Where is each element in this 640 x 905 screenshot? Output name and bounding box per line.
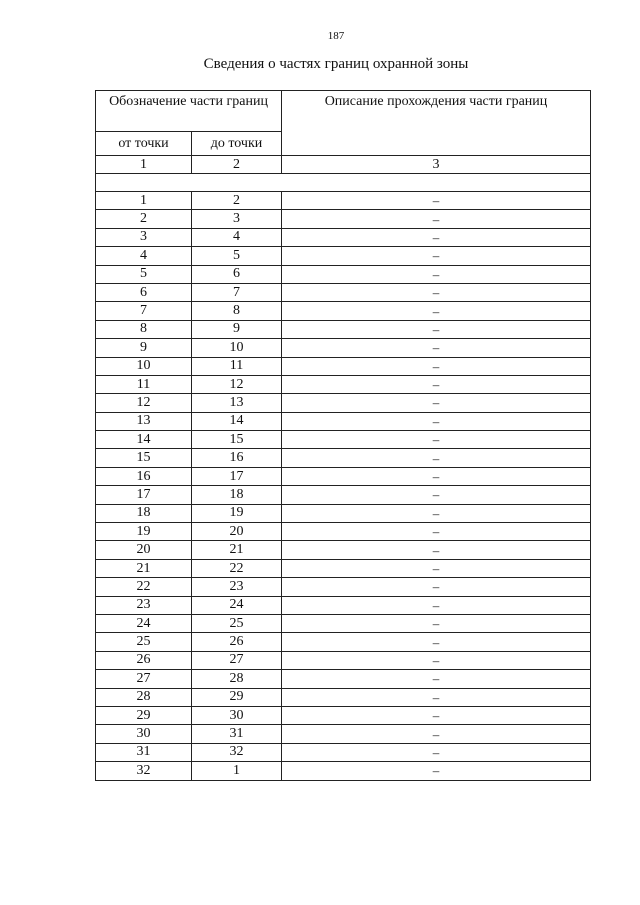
to-point-cell: 17 [192,467,282,485]
from-point-cell: 28 [96,688,192,706]
from-point-cell: 18 [96,504,192,522]
section-separator-cell [96,174,591,192]
from-point-cell: 24 [96,614,192,632]
to-point-cell: 12 [192,375,282,393]
table-row [96,210,591,228]
to-point-cell: 20 [192,523,282,541]
description-cell: – [282,688,591,706]
from-point-cell: 16 [96,467,192,485]
from-point-cell: 5 [96,265,192,283]
from-point-cell: 26 [96,651,192,669]
to-point-cell: 8 [192,302,282,320]
column-number: 3 [282,156,591,174]
table-row [96,302,591,320]
from-point-cell: 11 [96,375,192,393]
table-row [96,725,591,743]
table-row [96,431,591,449]
description-cell: – [282,541,591,559]
description-cell: – [282,523,591,541]
from-point-header: от точки [96,132,192,156]
from-point-cell: 10 [96,357,192,375]
table-row [96,394,591,412]
to-point-cell: 7 [192,283,282,301]
to-point-cell: 32 [192,743,282,761]
to-point-cell: 13 [192,394,282,412]
from-point-cell: 19 [96,523,192,541]
table-row [96,523,591,541]
table-row [96,614,591,632]
description-cell: – [282,633,591,651]
table-row [96,670,591,688]
from-point-cell: 14 [96,431,192,449]
to-point-cell: 22 [192,559,282,577]
from-point-cell: 21 [96,559,192,577]
description-cell: – [282,357,591,375]
table-row [96,357,591,375]
table-row [96,283,591,301]
table-row [96,449,591,467]
description-cell: – [282,670,591,688]
from-point-cell: 31 [96,743,192,761]
table-row [96,596,591,614]
description-cell: – [282,394,591,412]
table-row [96,320,591,338]
from-point-cell: 9 [96,339,192,357]
table-row [96,375,591,393]
to-point-cell: 29 [192,688,282,706]
description-cell: – [282,375,591,393]
column-number: 1 [96,156,192,174]
description-cell: – [282,265,591,283]
to-point-cell: 18 [192,486,282,504]
description-cell: – [282,247,591,265]
table-row [96,412,591,430]
to-point-cell: 28 [192,670,282,688]
to-point-cell: 1 [192,762,282,780]
description-cell: – [282,725,591,743]
table-row [96,559,591,577]
to-point-cell: 14 [192,412,282,430]
from-point-cell: 4 [96,247,192,265]
from-point-cell: 25 [96,633,192,651]
table-row [96,228,591,246]
description-cell: – [282,486,591,504]
description-cell: – [282,559,591,577]
table-row [96,247,591,265]
description-cell: – [282,302,591,320]
description-cell: – [282,578,591,596]
to-point-cell: 27 [192,651,282,669]
description-cell: – [282,596,591,614]
to-point-cell: 3 [192,210,282,228]
description-cell: – [282,651,591,669]
description-cell: – [282,706,591,724]
description-cell: – [282,192,591,210]
from-point-cell: 22 [96,578,192,596]
to-point-cell: 23 [192,578,282,596]
document-title: Сведения о частях границ охранной зоны [203,56,469,72]
boundary-parts-table [95,90,591,781]
to-point-cell: 15 [192,431,282,449]
table-row [96,192,591,210]
from-point-cell: 13 [96,412,192,430]
description-cell: – [282,412,591,430]
to-point-cell: 4 [192,228,282,246]
from-point-cell: 7 [96,302,192,320]
table-row [96,706,591,724]
table-row [96,743,591,761]
description-cell: – [282,614,591,632]
from-point-cell: 15 [96,449,192,467]
table-row [96,339,591,357]
description-cell: – [282,504,591,522]
to-point-header: до точки [192,132,282,156]
table-row [96,265,591,283]
from-point-cell: 8 [96,320,192,338]
description-cell: – [282,210,591,228]
to-point-cell: 9 [192,320,282,338]
description-cell: – [282,762,591,780]
from-point-cell: 2 [96,210,192,228]
boundary-description-header: Описание прохождения части границ [282,91,591,156]
description-cell: – [282,431,591,449]
page-number: 187 [327,30,345,42]
column-number: 2 [192,156,282,174]
column-numbers-row [96,156,591,174]
from-point-cell: 27 [96,670,192,688]
from-point-cell: 32 [96,762,192,780]
from-point-cell: 30 [96,725,192,743]
from-point-cell: 12 [96,394,192,412]
from-point-cell: 23 [96,596,192,614]
from-point-cell: 29 [96,706,192,724]
description-cell: – [282,228,591,246]
table-row [96,688,591,706]
section-separator-row [96,174,591,192]
table-row [96,651,591,669]
from-point-cell: 3 [96,228,192,246]
to-point-cell: 6 [192,265,282,283]
to-point-cell: 5 [192,247,282,265]
to-point-cell: 10 [192,339,282,357]
description-cell: – [282,743,591,761]
to-point-cell: 26 [192,633,282,651]
to-point-cell: 2 [192,192,282,210]
from-point-cell: 1 [96,192,192,210]
to-point-cell: 21 [192,541,282,559]
description-cell: – [282,283,591,301]
table-row [96,504,591,522]
description-cell: – [282,449,591,467]
table-row [96,467,591,485]
to-point-cell: 30 [192,706,282,724]
from-point-cell: 20 [96,541,192,559]
table-row [96,578,591,596]
table-row [96,486,591,504]
table-row [96,541,591,559]
table-row [96,633,591,651]
from-point-cell: 6 [96,283,192,301]
to-point-cell: 19 [192,504,282,522]
description-cell: – [282,320,591,338]
table-row [96,762,591,780]
to-point-cell: 25 [192,614,282,632]
to-point-cell: 24 [192,596,282,614]
boundary-designation-header: Обозначение части границ [96,91,282,132]
to-point-cell: 11 [192,357,282,375]
to-point-cell: 16 [192,449,282,467]
to-point-cell: 31 [192,725,282,743]
description-cell: – [282,467,591,485]
from-point-cell: 17 [96,486,192,504]
description-cell: – [282,339,591,357]
